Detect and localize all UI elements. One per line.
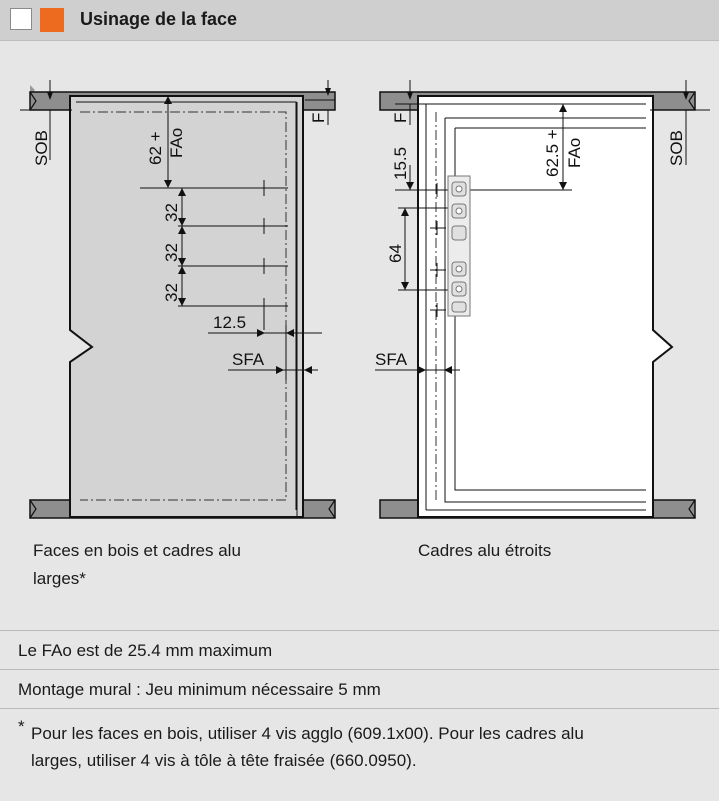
note-fao-max-text: Le FAo est de 25.4 mm maximum bbox=[18, 641, 273, 660]
left-sfa-label: SFA bbox=[232, 350, 265, 369]
left-32c-label: 32 bbox=[162, 283, 181, 302]
left-32a-label: 32 bbox=[162, 203, 181, 222]
left-caption-line2: larges* bbox=[33, 569, 86, 588]
note-fao-max bbox=[0, 630, 719, 669]
left-fao-label: FAo bbox=[167, 127, 186, 158]
right-64-label: 64 bbox=[386, 244, 405, 263]
note-wall-mount-text: Montage mural : Jeu minimum nécessaire 5 mm bbox=[18, 680, 381, 699]
bracket-icon bbox=[448, 176, 470, 316]
footnote-line1: Pour les faces en bois, utiliser 4 vis agglo (609.1x00). Pour les cadres alu bbox=[31, 724, 584, 743]
footnote-line2: larges, utiliser 4 vis à tôle à tête fraisée (660.0950). bbox=[31, 751, 417, 770]
right-sfa-label: SFA bbox=[375, 350, 408, 369]
left-12-5-label: 12.5 bbox=[213, 313, 247, 332]
right-62-5-label: 62.5 + bbox=[543, 129, 562, 177]
left-caption bbox=[33, 537, 241, 593]
footnote-marker: * bbox=[18, 717, 25, 736]
footnote-text bbox=[31, 720, 701, 774]
right-15-5-label: 15.5 bbox=[391, 146, 410, 180]
left-62-label: 62 + bbox=[146, 131, 165, 165]
left-sob-label: SOB bbox=[32, 130, 51, 166]
left-32b-label: 32 bbox=[162, 243, 181, 262]
page-title: Usinage de la face bbox=[80, 9, 238, 29]
right-caption: Cadres alu étroits bbox=[418, 541, 552, 560]
note-wall-mount bbox=[0, 669, 719, 708]
left-f-label: F bbox=[309, 112, 328, 123]
right-fao-label: FAo bbox=[565, 137, 584, 168]
note-footnote bbox=[0, 708, 719, 801]
left-caption-line1: Faces en bois et cadres alu bbox=[33, 541, 241, 560]
right-f-label: F bbox=[391, 112, 410, 123]
right-sob-label: SOB bbox=[667, 130, 686, 166]
